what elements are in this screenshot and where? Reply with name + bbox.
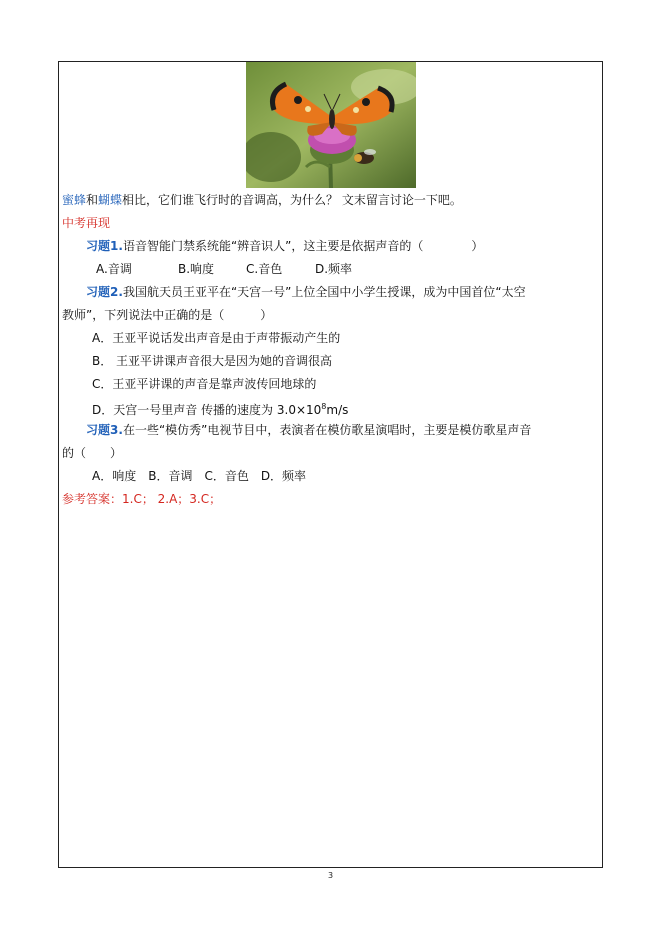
q1-option-b: B.响度 [178,262,215,276]
q3-text-2: 的（ ） [62,446,123,460]
q2-line-1 [86,284,526,300]
q2-tag: 习题 [86,285,111,299]
butterfly-photo [246,62,416,188]
q1-options [96,261,352,277]
and-text: 和 [86,193,99,207]
q3-text-1: 在一些“模仿秀”电视节目中，表演者在模仿歌星演唱时，主要是模仿歌星声音 [122,423,532,437]
q1-tag: 习题 [86,239,111,253]
q3-number: 3. [110,423,123,437]
q1-text: 语音智能门禁系统能“辨音识人”，这主要是依据声音的（ ） [122,239,484,253]
bee-term: 蜜蜂 [62,193,87,207]
q2-option-c: C．王亚平讲课的声音是靠声波传回地球的 [92,377,317,391]
q2-option-d-exponent: 8 [321,402,327,411]
q1-option-c: C.音色 [246,262,283,276]
q3-options: A．响度 B．音调 C．音色 D．频率 [92,469,307,483]
q2-option-b: B． 王亚平讲课声音很大是因为她的音调很高 [92,354,333,368]
butterfly-term: 蝴蝶 [98,193,123,207]
q2-option-d-text: D．天宫一号里声音 传播的速度为 3.0×10 [92,403,322,417]
q1-option-a: A.音调 [96,262,132,276]
q2-option-d-unit: m/s [326,403,349,417]
q3-tag: 习题 [86,423,111,437]
q1-option-d: D.频率 [315,262,353,276]
page-number: 3 [327,871,334,880]
q3-line-1 [86,422,531,438]
q2-text-1: 我国航天员王亚平在“天宫一号”上位全国中小学生授课，成为中国首位“太空 [122,285,526,299]
discussion-prompt: 文末留言讨论一下吧。 [341,193,462,207]
intro-line [62,192,462,208]
intro-question: 相比，它们谁飞行时的音调高，为什么？ [122,193,339,207]
q1-line [86,238,483,254]
q2-option-d [92,399,348,418]
butterfly-on-thistle-image [246,62,416,188]
section-title: 中考再现 [62,216,111,230]
q1-number: 1. [110,239,123,253]
q2-text-2: 教师”，下列说法中正确的是（ ） [62,308,273,322]
q2-option-a: A．王亚平说话发出声音是由于声带振动产生的 [92,331,341,345]
answer-key: 参考答案：1.C； 2.A；3.C； [62,492,222,506]
q2-number: 2. [110,285,123,299]
